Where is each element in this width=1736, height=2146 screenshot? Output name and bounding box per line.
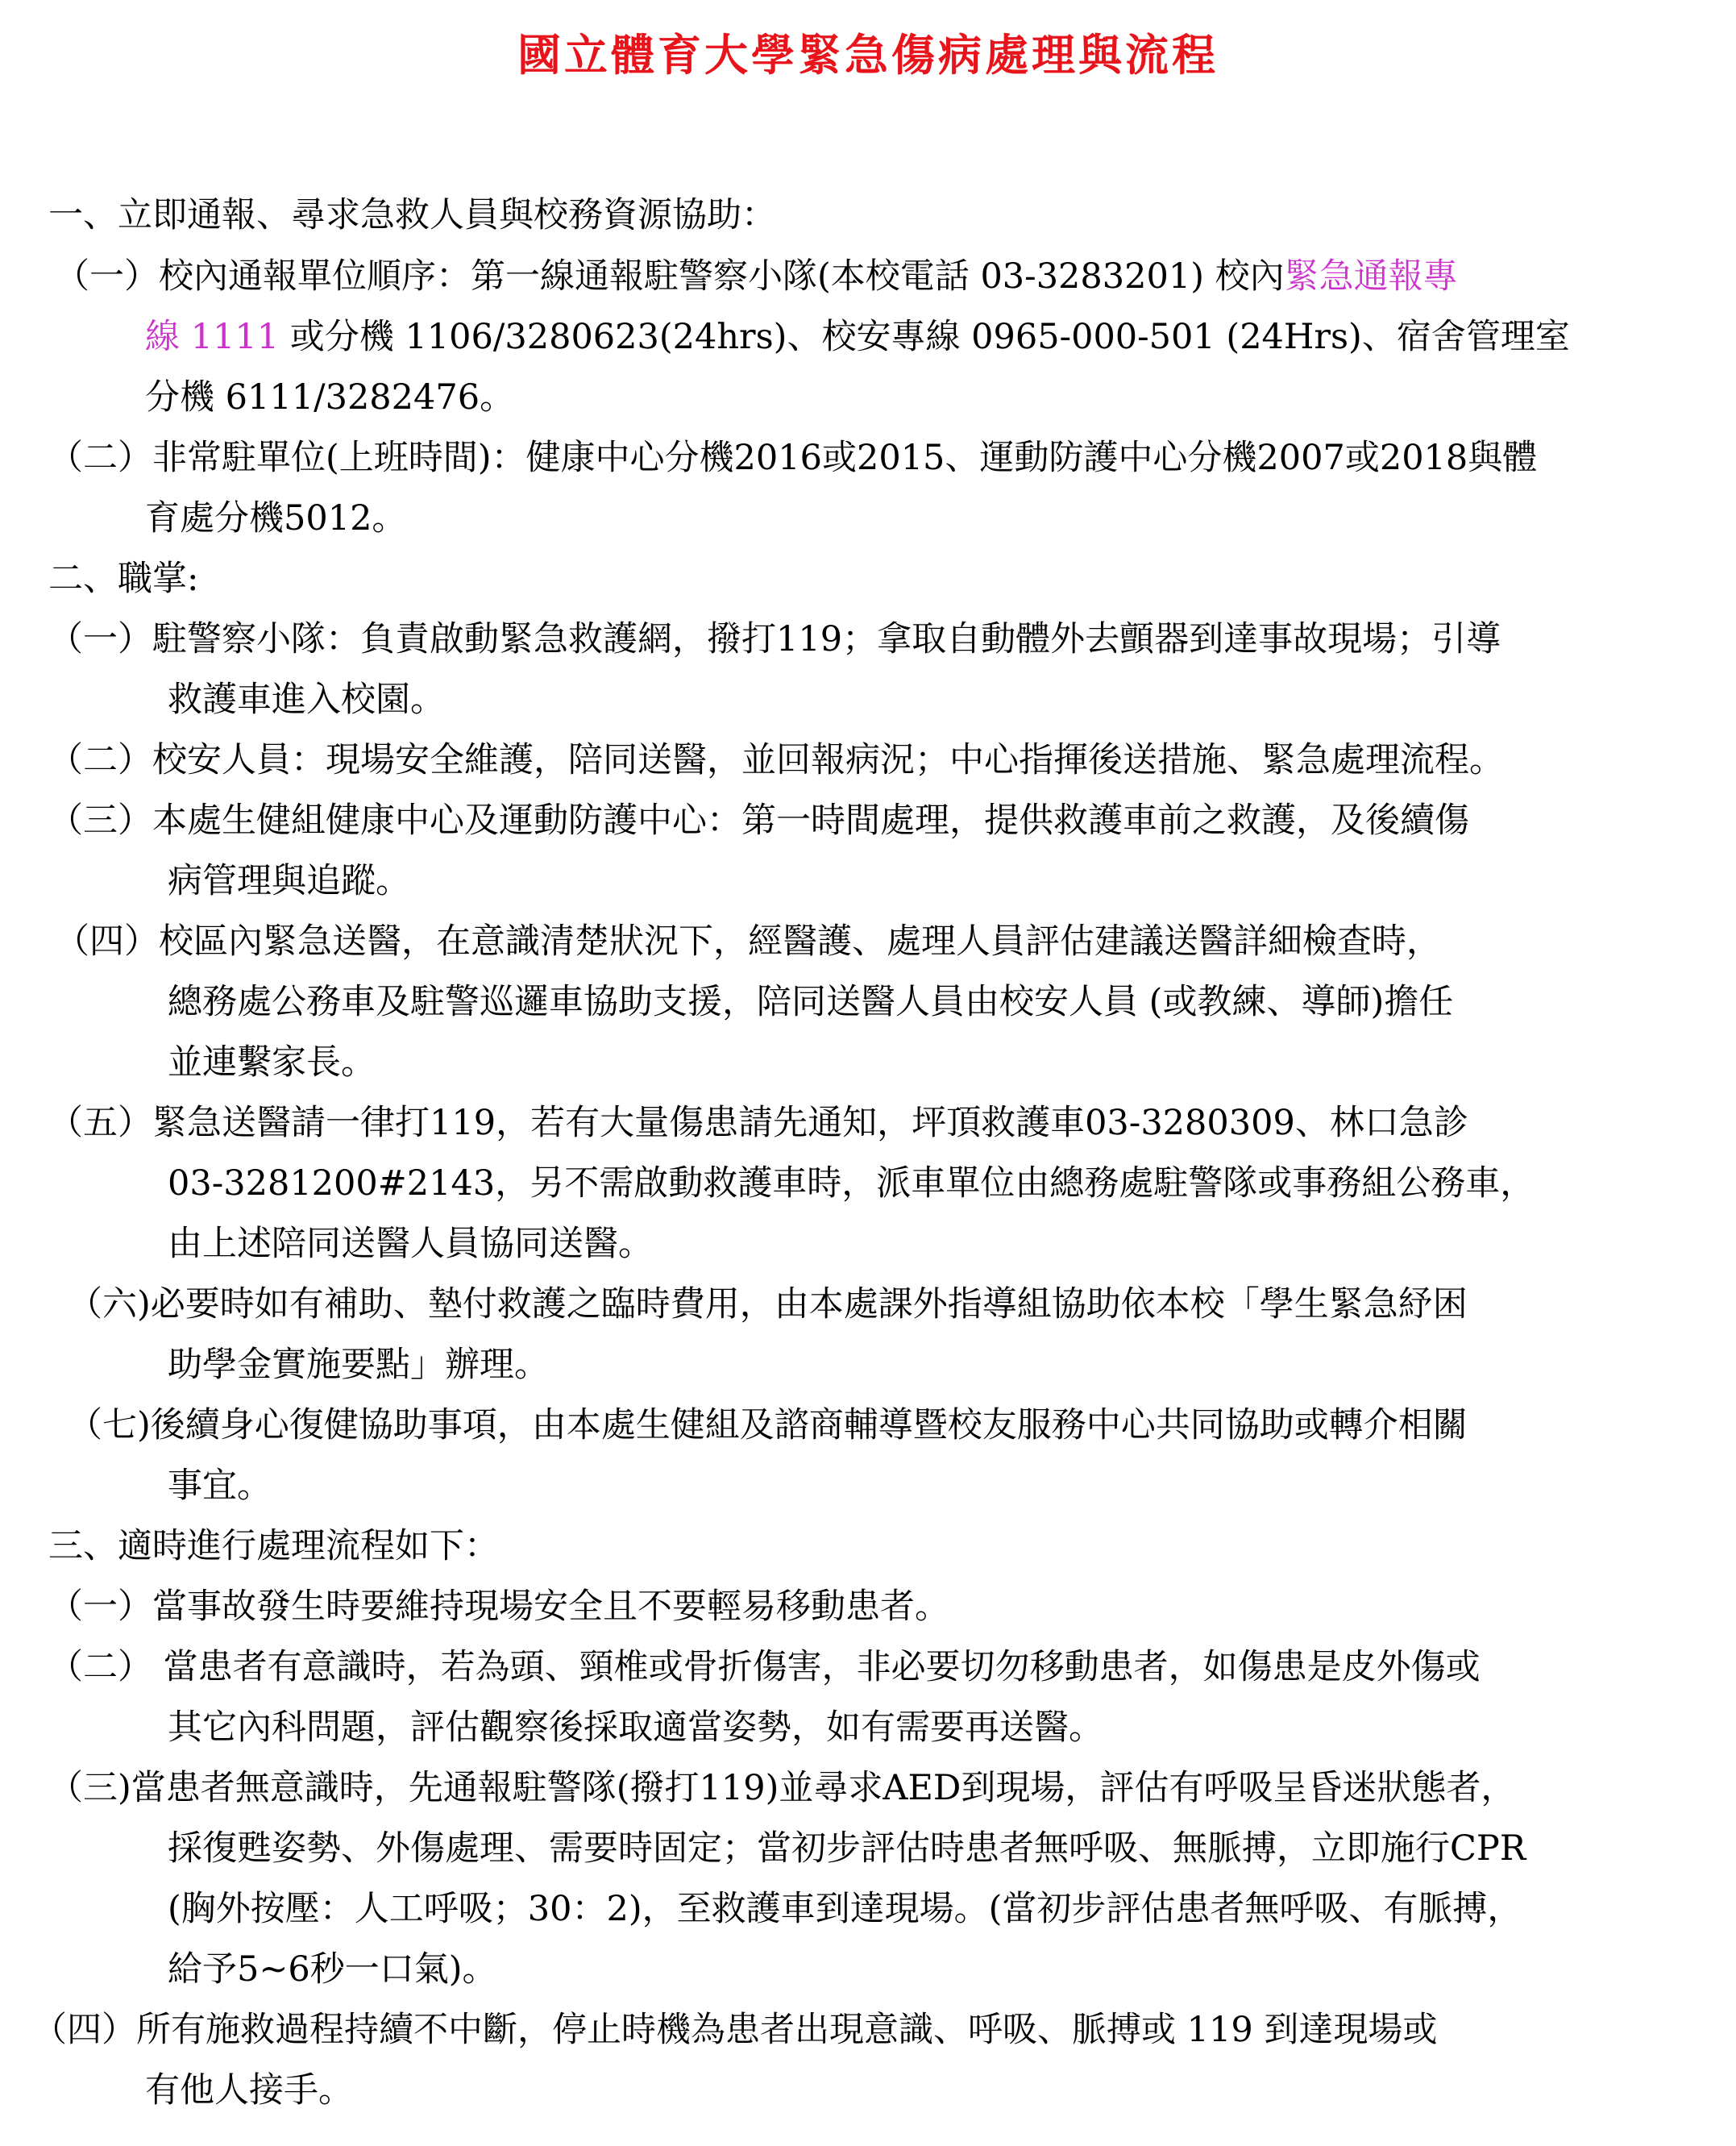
s2-item1-line2: 救護車進入校園。 <box>168 680 445 720</box>
s1-item1-line1 <box>55 248 1458 305</box>
s2-item3-line2: 病管理與追蹤。 <box>168 861 410 901</box>
s2-item6-line1: （六)必要時如有補助、墊付救護之臨時費用，由本處課外指導組協助依本校「學生緊急紓困 <box>68 1284 1468 1325</box>
s3-item3-line3: (胸外按壓：人工呼吸；30：2)，至救護車到達現場。(當初步評估患者無呼吸、有脈搏， <box>168 1889 1522 1929</box>
s1-item1-line2 <box>145 309 1570 365</box>
s1-item2-line2: 育處分機5012。 <box>145 498 407 539</box>
s2-item7-line1: （七)後續身心復健協助事項，由本處生健組及諮商輔導暨校友服務中心共同協助或轉介相關 <box>68 1405 1468 1445</box>
s2-item5-line3: 由上述陪同送醫人員協同送醫。 <box>168 1224 653 1264</box>
s3-item2-line2: 其它內科問題，評估觀察後採取適當姿勢，如有需要再送醫。 <box>168 1707 1103 1748</box>
s2-item7-line2: 事宜。 <box>168 1466 272 1506</box>
s3-item3-line2: 採復甦姿勢、外傷處理、需要時固定；當初步評估時患者無呼吸、無脈搏，立即施行CPR <box>168 1828 1526 1869</box>
s3-item2-line1: （二） 當患者有意識時，若為頭、頸椎或骨折傷害，非必要切勿移動患者，如傷患是皮外傷或 <box>48 1647 1481 1687</box>
s2-item5-line2: 03-3281200#2143，另不需啟動救護車時，派車單位由總務處駐警隊或事務組公務車， <box>168 1163 1535 1204</box>
s3-item4-line1: （四）所有施救過程持續不中斷，停止時機為患者出現意識、呼吸、脈搏或 119 到達現場或 <box>32 2010 1438 2050</box>
s3-item3-line1: （三)當患者無意識時，先通報駐警隊(撥打119)並尋求AED到現場，評估有呼吸呈昏迷狀態者， <box>48 1768 1516 1808</box>
s2-item4-line3: 並連繫家長。 <box>168 1042 376 1083</box>
s2-item1-line1: （一）駐警察小隊：負責啟動緊急救護網，撥打119；拿取自動體外去顫器到達事故現場；引導 <box>48 619 1501 659</box>
s2-item6-line2: 助學金實施要點」辦理。 <box>168 1345 549 1385</box>
section-heading-1: 一、立即通報、尋求急救人員與校務資源協助： <box>48 195 776 235</box>
s3-item3-line4: 給予5~6秒一口氣)。 <box>168 1949 497 1990</box>
s1-item1-text: 或分機 1106/3280623(24hrs)、校安專線 0965-000-501 (24Hrs)、宿舍管理室 <box>279 317 1570 357</box>
s2-item4-line1: （四）校區內緊急送醫，在意識清楚狀況下，經醫護、處理人員評估建議送醫詳細檢查時， <box>55 921 1441 962</box>
s1-item1-text: （一）校內通報單位順序：第一線通報駐警察小隊(本校電話 03-3283201) 校內 <box>55 256 1285 297</box>
section-heading-2: 二、職掌: <box>48 559 199 599</box>
s1-item2-line1: （二）非常駐單位(上班時間)：健康中心分機2016或2015、運動防護中心分機2007或2018與體 <box>48 438 1538 478</box>
s2-item4-line2: 總務處公務車及駐警巡邏車協助支援，陪同送醫人員由校安人員 (或教練、導師)擔任 <box>168 982 1454 1022</box>
emergency-hotline-number: 線 1111 <box>145 317 280 357</box>
section-heading-3: 三、適時進行處理流程如下： <box>48 1526 499 1566</box>
emergency-hotline-text: 緊急通報專 <box>1284 256 1458 297</box>
s2-item3-line1: （三）本處生健組健康中心及運動防護中心：第一時間處理，提供救護車前之救護，及後續傷 <box>48 801 1469 841</box>
s3-item4-line2: 有他人接手。 <box>145 2070 353 2111</box>
s3-item1-line1: （一）當事故發生時要維持現場安全且不要輕易移動患者。 <box>48 1587 949 1627</box>
s1-item1-line3: 分機 6111/3282476。 <box>145 377 515 418</box>
page-title: 國立體育大學緊急傷病處理與流程 <box>517 29 1219 81</box>
s2-item2-line1: （二）校安人員：現場安全維護，陪同送醫，並回報病況；中心指揮後送措施、緊急處理流程。 <box>48 740 1504 780</box>
s2-item5-line1: （五）緊急送醫請一律打119，若有大量傷患請先通知，坪頂救護車03-3280309、林口急診 <box>48 1103 1468 1143</box>
